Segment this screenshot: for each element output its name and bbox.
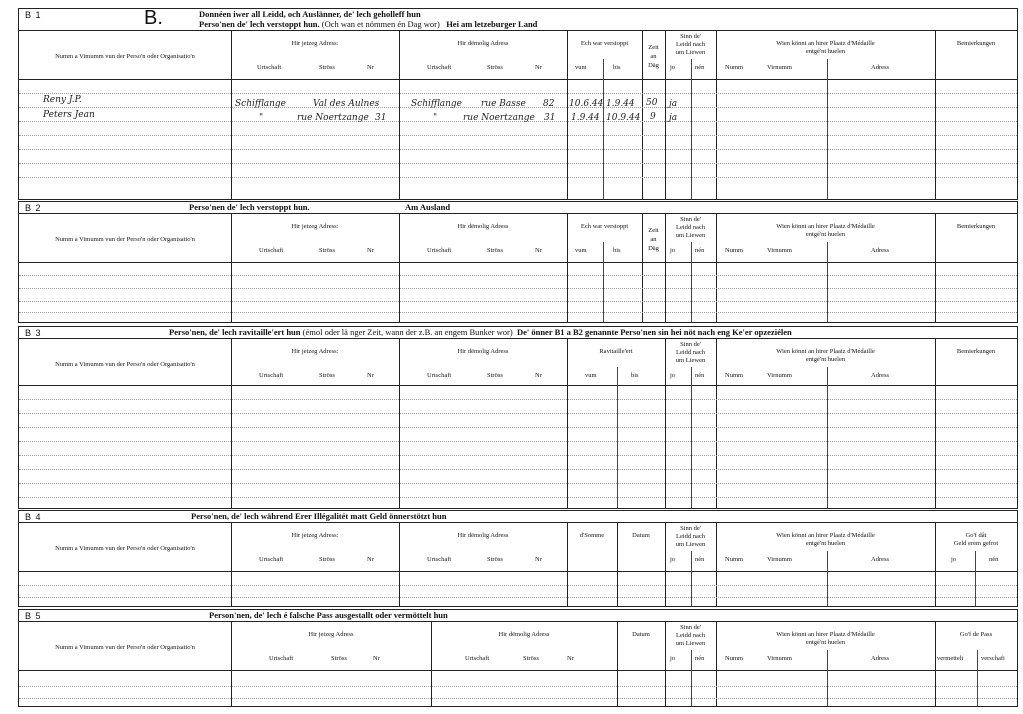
section-b1-header [19,9,1017,31]
form-letter: B. [144,7,163,29]
section-title: Person'nen, de' lech é falsche Pass ausgestallt oder vermöttelt hun [209,610,448,620]
col-remarks-header: Bemierkungen [956,40,996,47]
section-code: B 1 [25,10,42,20]
section-b3: B 3 Perso'nen, de' lech ravitaille'ert hun (émol oder lä nger Zeit, wann der z.B. an engem Bunker wor) De' önner B1 a B2 genannte Perso'nen sin hei nöt nach eng Ke'er opzeziélen Numm a Vimumm vun der Perso'n oder Organisatio'n Hir jetzeg Adress: Urtschaft Ströss Nr Hir dëmolig Adress Urtschaft Ströss Nr Ravitaille'ert vum bis Sinn de' Leidd nach um Liewen jo nén Wien könnt an hirer Plaatz d'Médaille entgé'nt huelen Numm Virnumm Adress Bemierkungen [18,326,1018,509]
section-code: B 4 [25,512,42,522]
col-hidden-header: Ech war verstoppt [580,40,629,47]
col-ravitailleert-header: Ravitaille'ert [599,348,633,355]
col-sum-header: d'Somme [579,532,605,539]
col-date-header: Datum [632,532,650,539]
entry-name: Peters Jean [43,110,95,120]
section-b5: B 5 Person'nen, de' lech é falsche Pass ausgestallt oder vermöttelt hun Numm a Vimumm vun der Perso'n oder Organisatio'n Hir jetzeg Adress Urtschaft Ströss Nr Hir dëmolig Adress Urtschaft Ströss Nr Datum Sinn de' Leidd nach um Liewen jo nén Wien könnt an hirer Plaatz d'Médaille entgé'nt huelen Numm Virnumm Adress Go'f de Pass vermettelt verschafi [18,609,1018,707]
section-b5-header [19,610,1017,622]
section-title: Perso'nen, de' lech ravitaille'ert hun (émol oder lä nger Zeit, wann der z.B. an engem Bunker wor) De' önner B1 a B2 genannte Perso'nen sin hei nöt nach eng Ke'er opzeziélen [169,327,792,337]
col-former-address-header: Hir dëmolig Adress [457,40,509,47]
section-title-line2: Perso'nen de' lech verstoppt hun. (Och wan et nömmen én Dag wor) Hei am letzeburger Land [199,19,538,29]
col-medal-header: Wien könnt an hirer Plaatz d'Médaille [776,40,875,47]
section-b2-header [19,202,1017,214]
col-current-address-header: Hir jetzeg Adress: [291,40,339,47]
section-code: B 2 [25,203,42,213]
section-b1: B 1 B. Donnéen iwer all Leidd, och Auslänner, de' lech geholleff hun Perso'nen de' lech verstoppt hun. (Och wan et nömmen én Dag wor) Hei am letzeburger Land Numm a Vimumm vun der Perso'n oder Organisatio'n Hir jetzeg Adress: Urtschaft Ströss Nr Hir dëmolig Adress Urtschaft Ströss Nr Ech war verstoppt vum bis Zeit an Däg Sinn de' Leidd nach um Liewen jo nén Wien könnt an hirer Plaatz d'Médaille entgé'nt huelen Numm Virnumm Adress Bemierkungen Reny J.P. Schifflange Val des Aulnes Schifflange rue Basse 82 10.6.44 1.9.44 50 ja Peters Jean " rue Noertzange 31 " rue Noertzange 31 1.9.44 10.9.44 9 ja [18,8,1018,200]
col-passport-header: Go'f de Pass [959,631,993,638]
section-title: Perso'nen, de' lech während Erer Illégalitét matt Geld önnerstötzt hun [191,511,447,521]
section-title: Perso'nen de' lech verstoppt hun. [189,202,310,212]
col-money-back-header: Go'f dât [965,532,987,539]
entry-name: Reny J.P. [43,95,82,105]
section-code: B 5 [25,611,42,621]
section-title-location: Am Ausland [405,202,451,212]
section-code: B 3 [25,328,42,338]
section-b3-header [19,327,1017,339]
section-title-line1: Donnéen iwer all Leidd, och Auslänner, de' lech geholleff hun [199,9,421,19]
section-b4-header [19,511,1017,523]
section-b4: B 4 Perso'nen, de' lech während Erer Illégalitét matt Geld önnerstötzt hun Numm a Vimumm vun der Perso'n oder Organisatio'n Hir jetzeg Adress: Urtschaft Ströss Nr Hir dëmolig Adress Urtschaft Ströss Nr d'Somme Datum Sinn de' Leidd nach um Liewen jo nén Wien könnt an hirer Plaatz d'Médaille entgé'nt huelen Numm Virnumm Adress Go'f dât Geld erem gefrot jo nén [18,510,1018,607]
section-b2: B 2 Perso'nen de' lech verstoppt hun. Am Ausland Numm a Vimumm vun der Perso'n oder Organisatio'n Hir jetzeg Adress: Urtschaft Ströss Nr Hir dëmolig Adress Urtschaft Ströss Nr Ech war verstoppt vum bis Zeit an Däg Sinn de' Leidd nach um Liewen jo nén Wien könnt an hirer Plaatz d'Médaille entgé'nt huelen Numm Virnumm Adress Bemierkungen [18,201,1018,323]
col-name-header: Numm a Vimumm vun der Perso'n oder Organisatio'n [55,53,195,60]
